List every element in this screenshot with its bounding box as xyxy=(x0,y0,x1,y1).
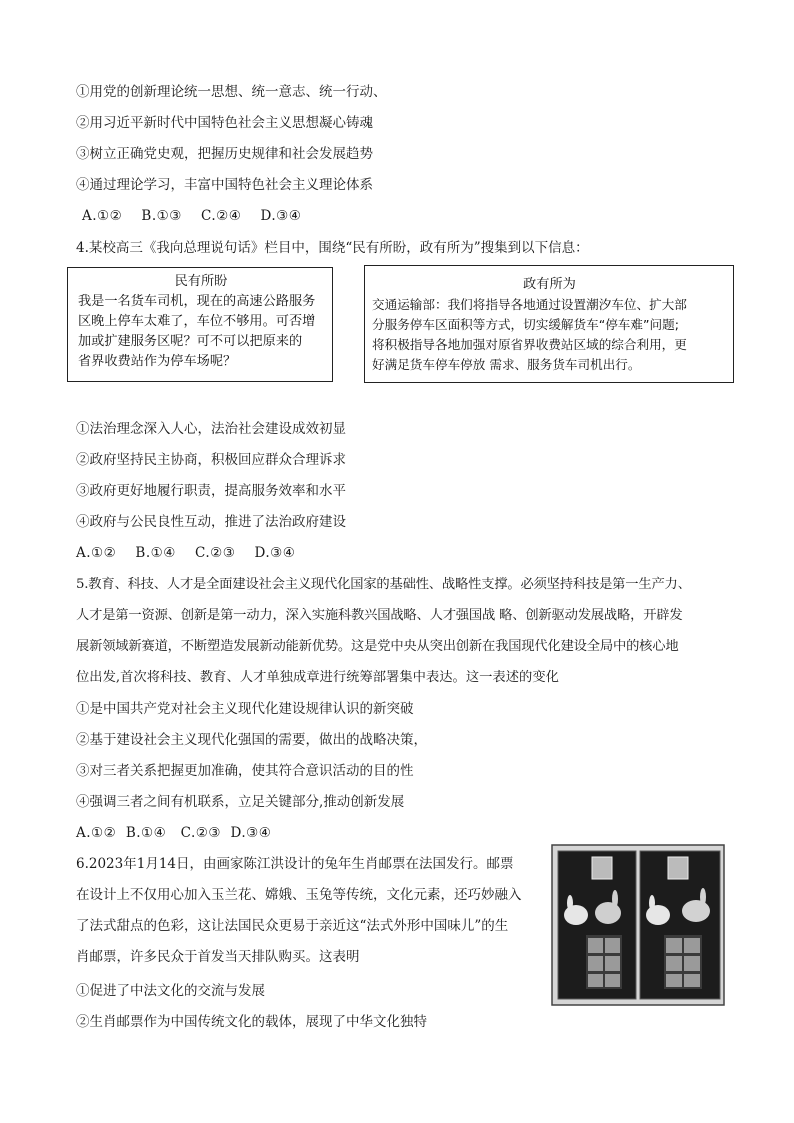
q4-box-citizen-line: 我是一名货车司机，现在的高速公路服务 xyxy=(78,294,316,309)
q5-stem-line-3: 展新领域新赛道，不断塑造发展新动能新优势。这是党中央从突出创新在我国现代化建设全局中的核心地 xyxy=(76,639,679,654)
q6-stem-line-4: 肖邮票，许多民众于首发当天排队购买。这表明 xyxy=(76,949,360,965)
q5-stem-line-4: 位出发,首次将科技、教育、人才单独成章进行统筹部署集中表达。这一表述的变化 xyxy=(76,670,559,685)
q4-box-citizen-line: 省界收费站作为停车场呢？ xyxy=(78,354,237,369)
q5-item-1: ①是中国共产党对社会主义现代化建设规律认识的新突破 xyxy=(76,701,414,717)
q3-item-4: ④通过理论学习，丰富中国特色社会主义理论体系 xyxy=(76,177,373,193)
q4-box-government-line: 分服务停车区面积等方式，切实缓解货车“停车难”问题; xyxy=(372,317,679,332)
q4-stem: 4.某校高三《我向总理说句话》栏目中，围绕“民有所盼，政有所为”搜集到以下信息： xyxy=(76,240,589,256)
q6-stem-line-1: 6.2023年1月14日，由画家陈江洪设计的兔年生肖邮票在法国发行。邮票 xyxy=(76,856,514,872)
q5-item-2: ②基于建设社会主义现代化强国的需要，做出的战略决策， xyxy=(76,732,427,748)
q3-item-1: ①用党的创新理论统一思想、统一意志、统一行动、 xyxy=(76,84,387,100)
q6-stem-line-2: 在设计上不仅用心加入玉兰花、嫦娥、玉兔等传统，文化元素，还巧妙融入 xyxy=(76,887,522,903)
q6-item-1: ①促进了中法文化的交流与发展 xyxy=(76,983,265,999)
q3-item-3: ③树立正确党史观，把握历史规律和社会发展趋势 xyxy=(76,146,373,162)
q4-item-4: ④政府与公民良性互动，推进了法治政府建设 xyxy=(76,514,346,530)
q4-item-3: ③政府更好地履行职责，提高服务效率和水平 xyxy=(76,483,346,499)
q4-box-government-line: 将积极指导各地加强对原省界收费站区域的综合利用，更 xyxy=(372,337,687,352)
q4-box-government-line: 好满足货车停车停放 需求、服务货车司机出行。 xyxy=(372,357,641,372)
q5-stem-line-1: 5.教育、科技、人才是全面建设社会主义现代化国家的基础性、战略性支撑。必须坚持科技是第一生产力、 xyxy=(76,577,691,592)
q3-options: A.①② B.①③ C.②④ D.③④ xyxy=(82,208,302,224)
q4-box-government xyxy=(364,265,734,383)
q4-box-citizen-line: 加或扩建服务区呢？可不可以把原来的 xyxy=(78,334,303,349)
q6-stem-line-3: 了法式甜点的色彩，这让法国民众更易于亲近这“法式外形中国味儿”的生 xyxy=(76,918,509,934)
q4-box-citizen xyxy=(67,267,333,382)
q4-box-government-title: 政有所为 xyxy=(523,277,576,292)
q4-item-1: ①法治理念深入人心，法治社会建设成效初显 xyxy=(76,421,346,437)
q3-item-2: ②用习近平新时代中国特色社会主义思想凝心铸魂 xyxy=(76,115,373,131)
q5-stem-line-2: 人才是第一资源、创新是第一动力，深入实施科教兴国战略、人才强国战 略、创新驱动发展战略，开辟发 xyxy=(76,608,683,623)
q5-item-4: ④强调三者之间有机联系，立足关键部分,推动创新发展 xyxy=(76,794,405,810)
q4-box-government-line: 交通运输部：我们将指导各地通过设置潮汐车位、扩大部 xyxy=(372,297,687,312)
q4-options: A.①② B.①④ C.②③ D.③④ xyxy=(76,545,296,561)
q4-box-citizen-line: 区晚上停车太难了，车位不够用。可否增 xyxy=(78,314,316,329)
q4-item-2: ②政府坚持民主协商，积极回应群众合理诉求 xyxy=(76,452,346,468)
q4-box-citizen-title: 民有所盼 xyxy=(174,274,228,289)
q5-item-3: ③对三者关系把握更加准确，使其符合意识活动的目的性 xyxy=(76,763,414,779)
rabbit-stamp-sheet-image xyxy=(548,843,730,1013)
q5-options: A.①② B.①④ C.②③ D.③④ xyxy=(76,825,272,841)
q6-item-2: ②生肖邮票作为中国传统文化的载体，展现了中华文化独特 xyxy=(76,1014,427,1030)
